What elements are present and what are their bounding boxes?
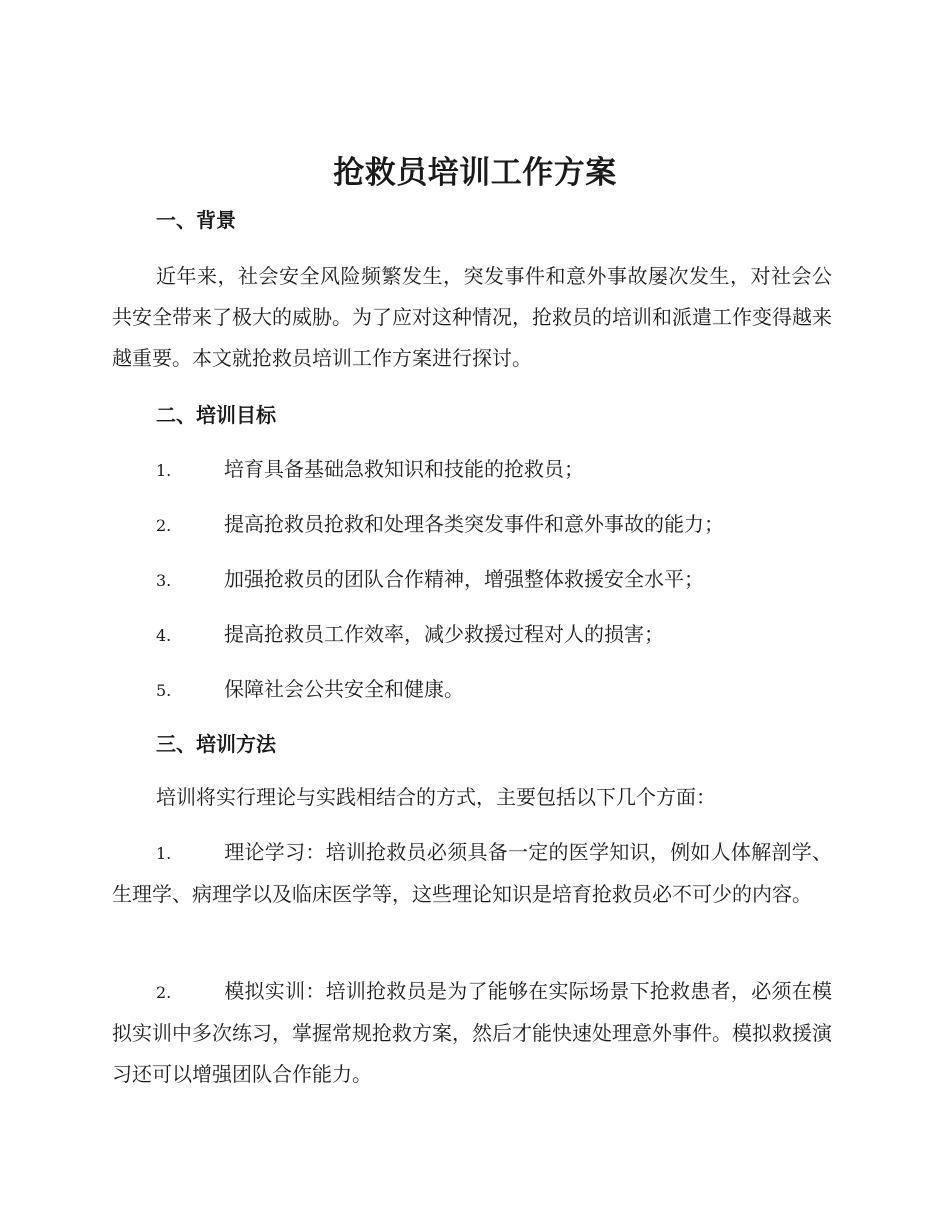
section-heading-methods: 三、培训方法 xyxy=(156,732,276,756)
list-number: 1. xyxy=(156,461,172,480)
methods-intro: 培训将实行理论与实践相结合的方式，主要包括以下几个方面： xyxy=(156,785,716,809)
list-text: 模拟实训：培训抢救员是为了能够在实际场景下抢救患者，必须在模拟实训中多次练习，掌握常规抢救方案，然后才能快速处理意外事件。模拟救援演习还可以增强团队合作能力。 xyxy=(112,979,832,1086)
method-item xyxy=(112,832,832,915)
list-number: 4. xyxy=(156,626,172,645)
goal-item xyxy=(156,455,832,485)
list-text: 加强抢救员的团队合作精神，增强整体救援安全水平； xyxy=(224,567,704,591)
list-text: 提高抢救员抢救和处理各类突发事件和意外事故的能力； xyxy=(224,512,724,536)
section-heading-goals: 二、培训目标 xyxy=(156,403,276,427)
goal-item xyxy=(156,675,832,705)
method-item xyxy=(112,971,832,1095)
list-text: 理论学习：培训抢救员必须具备一定的医学知识，例如人体解剖学、生理学、病理学以及临床医学等，这些理论知识是培育抢救员必不可少的内容。 xyxy=(112,840,832,906)
list-number: 3. xyxy=(156,571,172,590)
list-number: 5. xyxy=(156,681,172,700)
document-title: 抢救员培训工作方案 xyxy=(333,155,617,191)
list-number: 2. xyxy=(156,516,172,535)
list-text: 培育具备基础急救知识和技能的抢救员； xyxy=(224,457,584,481)
goal-item xyxy=(156,510,832,540)
goal-item xyxy=(156,620,832,650)
list-text: 保障社会公共安全和健康。 xyxy=(224,677,464,701)
section-heading-background: 一、背景 xyxy=(156,208,236,232)
background-paragraph: 近年来，社会安全风险频繁发生，突发事件和意外事故屡次发生，对社会公共安全带来了极大的威胁。为了应对这种情况，抢救员的培训和派遣工作变得越来越重要。本文就抢救员培训工作方案进行探讨。 xyxy=(112,264,832,370)
list-number: 1. xyxy=(156,844,172,863)
list-number: 2. xyxy=(156,983,172,1002)
list-text: 提高抢救员工作效率，减少救援过程对人的损害； xyxy=(224,622,664,646)
goal-item xyxy=(156,565,832,595)
